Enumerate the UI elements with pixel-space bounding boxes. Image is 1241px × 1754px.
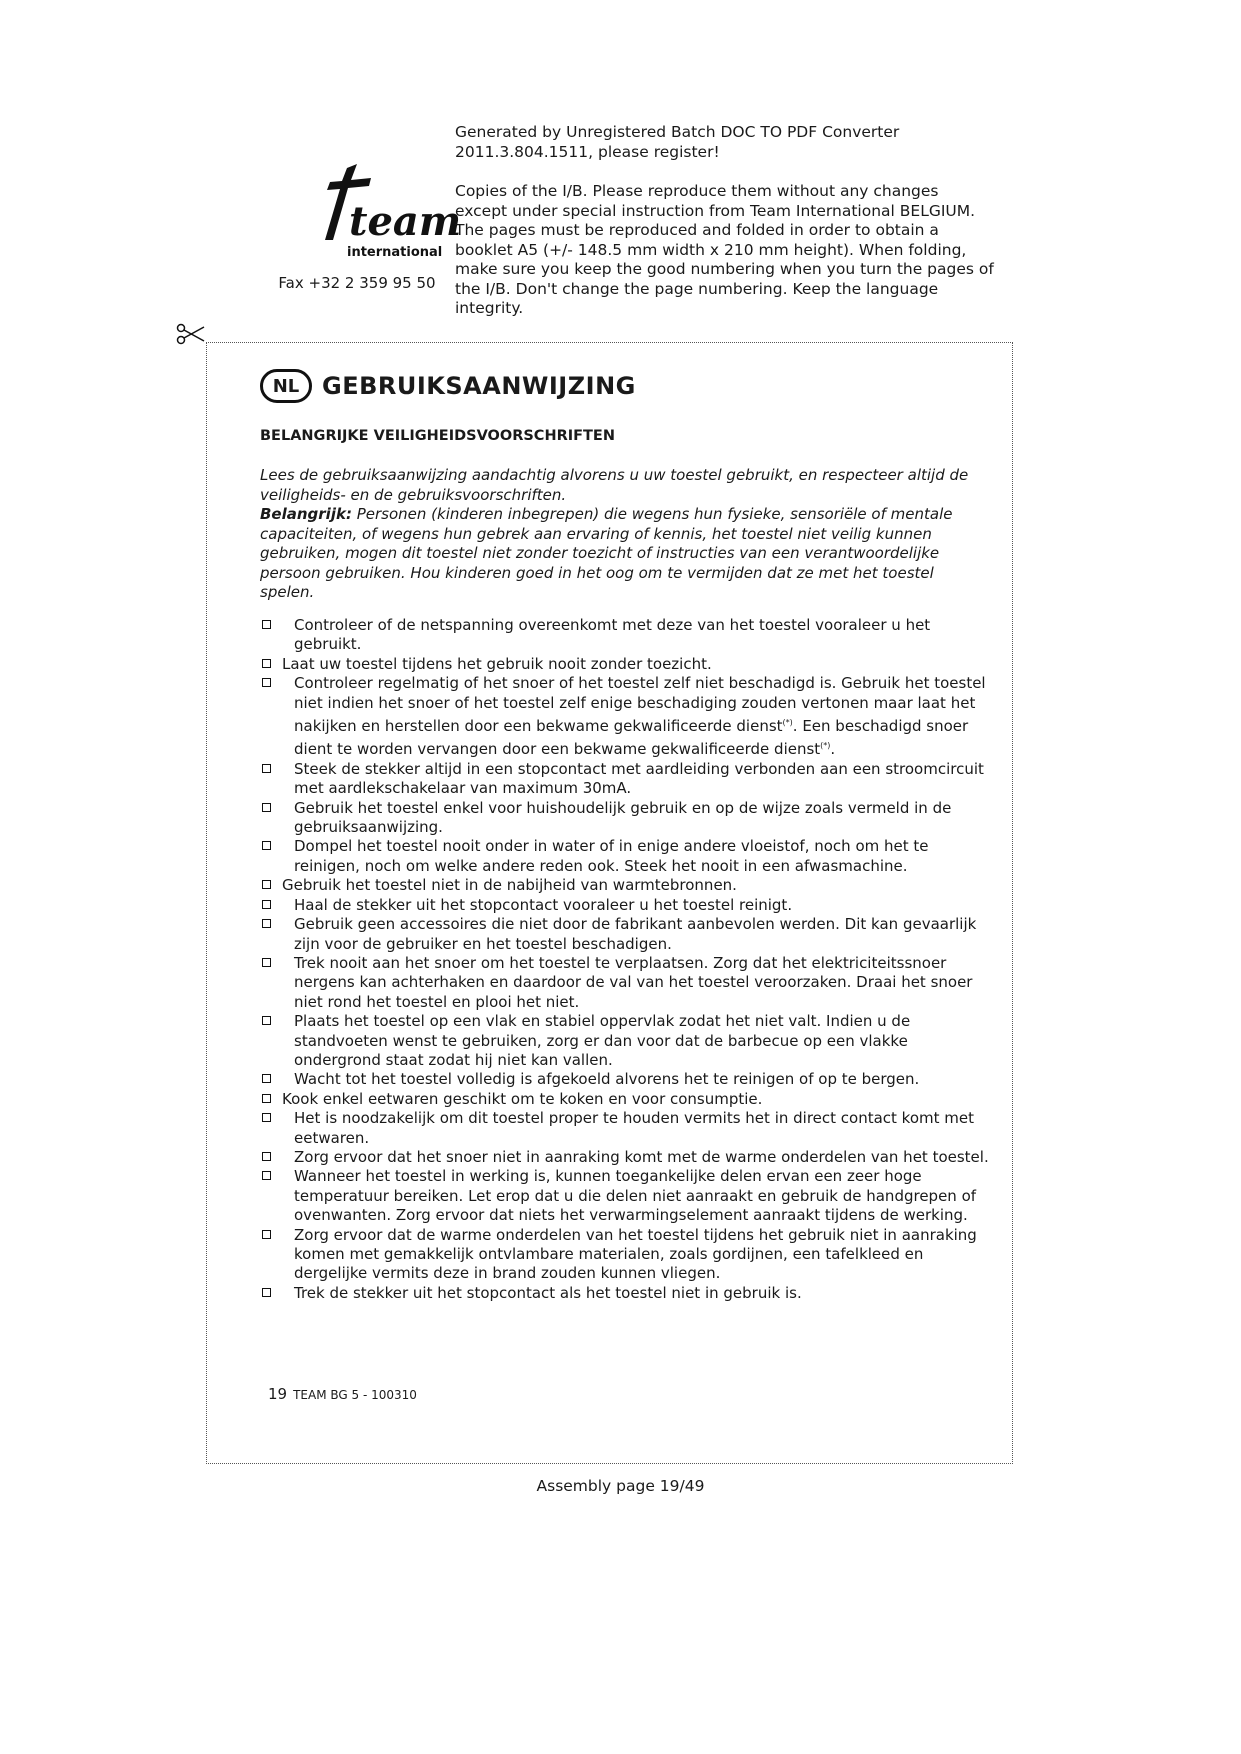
- list-item: Zorg ervoor dat de warme onderdelen van het toestel tijdens het gebruik niet in aanraking komen met gemakkelijk ontvlambare materialen, zoals gordijnen, een tafelkleed en dergelijke vermits deze in brand zouden kunnen vliegen.: [260, 1226, 990, 1284]
- checkbox-bullet-icon: [262, 1230, 271, 1239]
- footnote-mark: (*): [820, 741, 831, 751]
- important-label: Belangrijk:: [260, 505, 352, 523]
- logo-brand-text: team: [349, 198, 462, 245]
- list-item: Gebruik het toestel enkel voor huishoudelijk gebruik en op de wijze zoals vermeld in de gebruiksaanwijzing.: [260, 799, 990, 838]
- section-heading: BELANGRIJKE VEILIGHEIDSVOORSCHRIFTEN: [260, 428, 615, 444]
- checkbox-bullet-icon: [262, 1288, 271, 1297]
- list-item: Steek de stekker altijd in een stopcontact met aardleiding verbonden aan een stroomcircuit met aardlekschakelaar van maximum 30mA.: [260, 760, 990, 799]
- safety-list: [260, 616, 990, 1303]
- checkbox-bullet-icon: [262, 919, 271, 928]
- checkbox-bullet-icon: [262, 1152, 271, 1161]
- list-item: Zorg ervoor dat het snoer niet in aanraking komt met de warme onderdelen van het toestel.: [260, 1148, 990, 1167]
- manual-title-row: [260, 366, 636, 406]
- intro-text: Lees de gebruiksaanwijzing aandachtig alvorens u uw toestel gebruikt, en respecteer altijd de veiligheids- en de gebruiksvoorschriften.: [260, 466, 969, 504]
- list-item: Wanneer het toestel in werking is, kunnen toegankelijke delen ervan een zeer hoge temperatuur bereiken. Let erop dat u die delen niet aanraakt en gebruik de handgrepen of ovenwanten. Zorg ervoor dat niets het verwarmingselement aanraakt tijdens de werking.: [260, 1167, 990, 1225]
- checkbox-bullet-icon: [262, 1074, 271, 1083]
- scissors-icon: [176, 322, 206, 346]
- checkbox-bullet-icon: [262, 841, 271, 850]
- list-item: Controleer of de netspanning overeenkomt met deze van het toestel vooraleer u het gebruikt.: [260, 616, 990, 655]
- list-item: Kook enkel eetwaren geschikt om te koken en voor consumptie.: [260, 1090, 990, 1109]
- checkbox-bullet-icon: [262, 958, 271, 967]
- fax-number: Fax +32 2 359 95 50: [278, 274, 436, 292]
- checkbox-bullet-icon: [262, 803, 271, 812]
- list-item: Dompel het toestel nooit onder in water of in enige andere vloeistof, noch om het te reinigen, noch om welke andere reden ook. Steek het nooit in een afwasmachine.: [260, 837, 990, 876]
- page-title: GEBRUIKSAANWIJZING: [322, 372, 636, 400]
- logo-sub-text: international: [347, 245, 443, 260]
- page-footer: [268, 1385, 417, 1403]
- generator-line-2: 2011.3.804.1511, please register!: [455, 143, 720, 161]
- list-item: Trek nooit aan het snoer om het toestel te verplaatsen. Zorg dat het elektriciteitssnoer nergens kan achterhaken en daardoor de val van het toestel veroorzaken. Draai het snoer niet rond het toestel en plooi het niet.: [260, 954, 990, 1012]
- checkbox-bullet-icon: [262, 1094, 271, 1103]
- assembly-page-label: Assembly page 19/49: [536, 1477, 705, 1495]
- list-item: Laat uw toestel tijdens het gebruik nooit zonder toezicht.: [260, 655, 990, 674]
- list-item: Haal de stekker uit het stopcontact vooraleer u het toestel reinigt.: [260, 896, 990, 915]
- intro-block: [260, 466, 988, 603]
- checkbox-bullet-icon: [262, 1113, 271, 1122]
- team-international-logo: [285, 160, 462, 270]
- generator-notice: [455, 122, 995, 162]
- list-item: Plaats het toestel op een vlak en stabiel oppervlak zodat het niet valt. Indien u de standvoeten wenst te gebruiken, zorg er dan voor dat de barbecue op een vlakke ondergrond staat zodat hij niet kan vallen.: [260, 1012, 990, 1070]
- checkbox-bullet-icon: [262, 900, 271, 909]
- important-text: Personen (kinderen inbegrepen) die wegens hun fysieke, sensoriële of mentale capaciteiten, of wegens hun gebrek aan ervaring of kennis, het toestel niet veilig kunnen gebruiken, mogen dit toestel niet zonder toezicht of instructies van een verantwoordelijke persoon gebruiken. Hou kinderen goed in het oog om te vermijden dat ze met het toestel spelen.: [260, 505, 953, 601]
- list-item: Het is noodzakelijk om dit toestel proper te houden vermits het in direct contact komt met eetwaren.: [260, 1109, 990, 1148]
- page-number: 19: [268, 1385, 288, 1403]
- checkbox-bullet-icon: [262, 1016, 271, 1025]
- generator-line-1: Generated by Unregistered Batch DOC TO PDF Converter: [455, 123, 900, 141]
- language-badge: NL: [260, 369, 312, 403]
- checkbox-bullet-icon: [262, 764, 271, 773]
- list-item: Wacht tot het toestel volledig is afgekoeld alvorens het te reinigen of op te bergen.: [260, 1070, 990, 1089]
- list-item: Gebruik geen accessoires die niet door de fabrikant aanbevolen werden. Dit kan gevaarlijk zijn voor de gebruiker en het toestel beschadigen.: [260, 915, 990, 954]
- checkbox-bullet-icon: [262, 678, 271, 687]
- checkbox-bullet-icon: [262, 659, 271, 668]
- copies-notice: Copies of the I/B. Please reproduce them without any changes except under special instruction from Team International BELGIUM. The pages must be reproduced and folded in order to obtain a booklet A5 (+/- 148.5 mm width x 210 mm height). When folding, make sure you keep the good numbering when you turn the pages of the I/B. Don't change the page numbering. Keep the language integrity.: [455, 182, 994, 317]
- checkbox-bullet-icon: [262, 880, 271, 889]
- checkbox-bullet-icon: [262, 1171, 271, 1180]
- list-item: Controleer regelmatig of het snoer of het toestel zelf niet beschadigd is. Gebruik het toestel niet indien het snoer of het toestel zelf enige beschadiging zouden vertonen maar laat het nakijken en herstellen door een bekwame gekwalificeerde dienst(*). Een beschadigd snoer dient te worden vervangen door een bekwame gekwalificeerde dienst(*).: [260, 674, 990, 760]
- important-paragraph: [260, 505, 988, 603]
- model-code: TEAM BG 5 - 100310: [293, 1388, 417, 1402]
- checkbox-bullet-icon: [262, 620, 271, 629]
- list-item: Trek de stekker uit het stopcontact als het toestel niet in gebruik is.: [260, 1284, 990, 1303]
- list-item: Gebruik het toestel niet in de nabijheid van warmtebronnen.: [260, 876, 990, 895]
- footnote-mark: (*): [782, 718, 793, 728]
